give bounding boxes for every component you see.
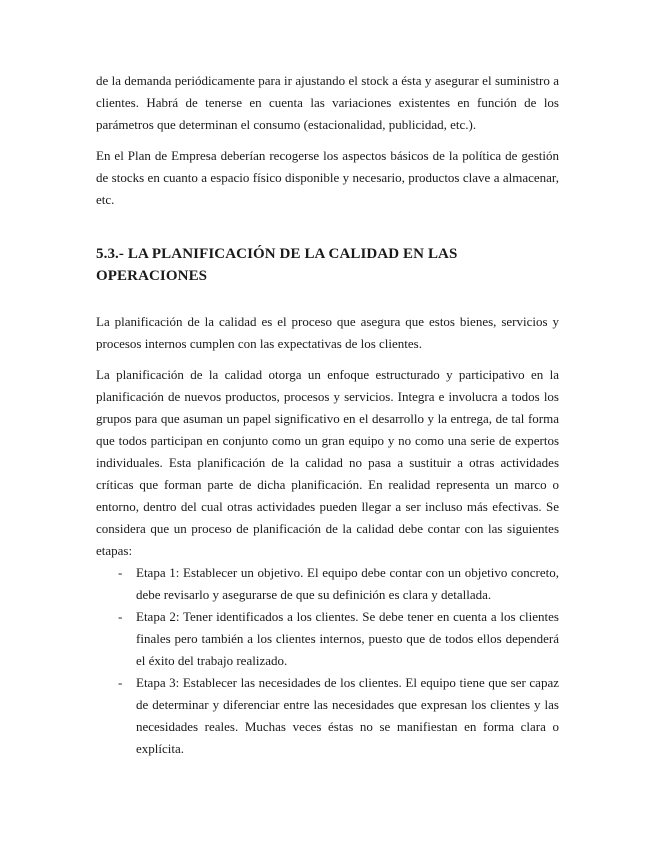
section-paragraph-1: La planificación de la calidad es el proceso que asegura que estos bienes, servicios y procesos internos cumplen con las expectativas de los clientes. [96,314,559,351]
intro-paragraph-1: de la demanda periódicamente para ir ajustando el stock a ésta y asegurar el suministro a clientes. Habrá de tenerse en cuenta las variaciones existentes en función de los parámetros que determinan el consumo (estacionalidad, publicidad, etc.). [96,73,559,132]
bullet-dash: - [118,675,123,690]
stage-3-text: Etapa 3: Establecer las necesidades de los clientes. El equipo tiene que ser capaz de determinar y diferenciar entre las necesidades que expresan los clientes y las necesidades reales. Muchas veces éstas no se manifiestan en forma clara o explícita. [136,675,559,756]
stage-2-text: Etapa 2: Tener identificados a los clientes. Se debe tener en cuenta a los clientes finales pero también a los clientes internos, puesto que de todos ellos dependerá el éxito del trabajo realizado. [136,609,559,668]
list-item [96,606,559,672]
stages-list [96,562,559,760]
document-page [96,70,559,760]
bullet-dash: - [118,565,123,580]
list-item [96,672,559,760]
stage-1-text: Etapa 1: Establecer un objetivo. El equipo debe contar con un objetivo concreto, debe revisarlo y asegurarse de que su definición es clara y detallada. [136,565,559,602]
intro-paragraph-2: En el Plan de Empresa deberían recogerse los aspectos básicos de la política de gestión de stocks en cuanto a espacio físico disponible y necesario, productos clave a almacenar, etc. [96,148,559,207]
section-heading: 5.3.- LA PLANIFICACIÓN DE LA CALIDAD EN LAS OPERACIONES [96,246,458,284]
section-paragraph-2: La planificación de la calidad otorga un enfoque estructurado y participativo en la planificación de nuevos productos, procesos y servicios. Integra e involucra a todos los grupos para que asuman un papel significativo en el desarrollo y la entrega, de tal forma que todos participan en conjunto como un gran equipo y no como una serie de expertos individuales. Esta planificación de la calidad no pasa a sustituir a otras actividades críticas que forman parte de dicha planificación. En realidad representa un marco o entorno, dentro del cual otras actividades pueden llegar a ser incluso más efectivas. Se considera que un proceso de planificación de la calidad debe contar con las siguientes etapas: [96,367,559,558]
bullet-dash: - [118,609,123,624]
list-item [96,562,559,606]
